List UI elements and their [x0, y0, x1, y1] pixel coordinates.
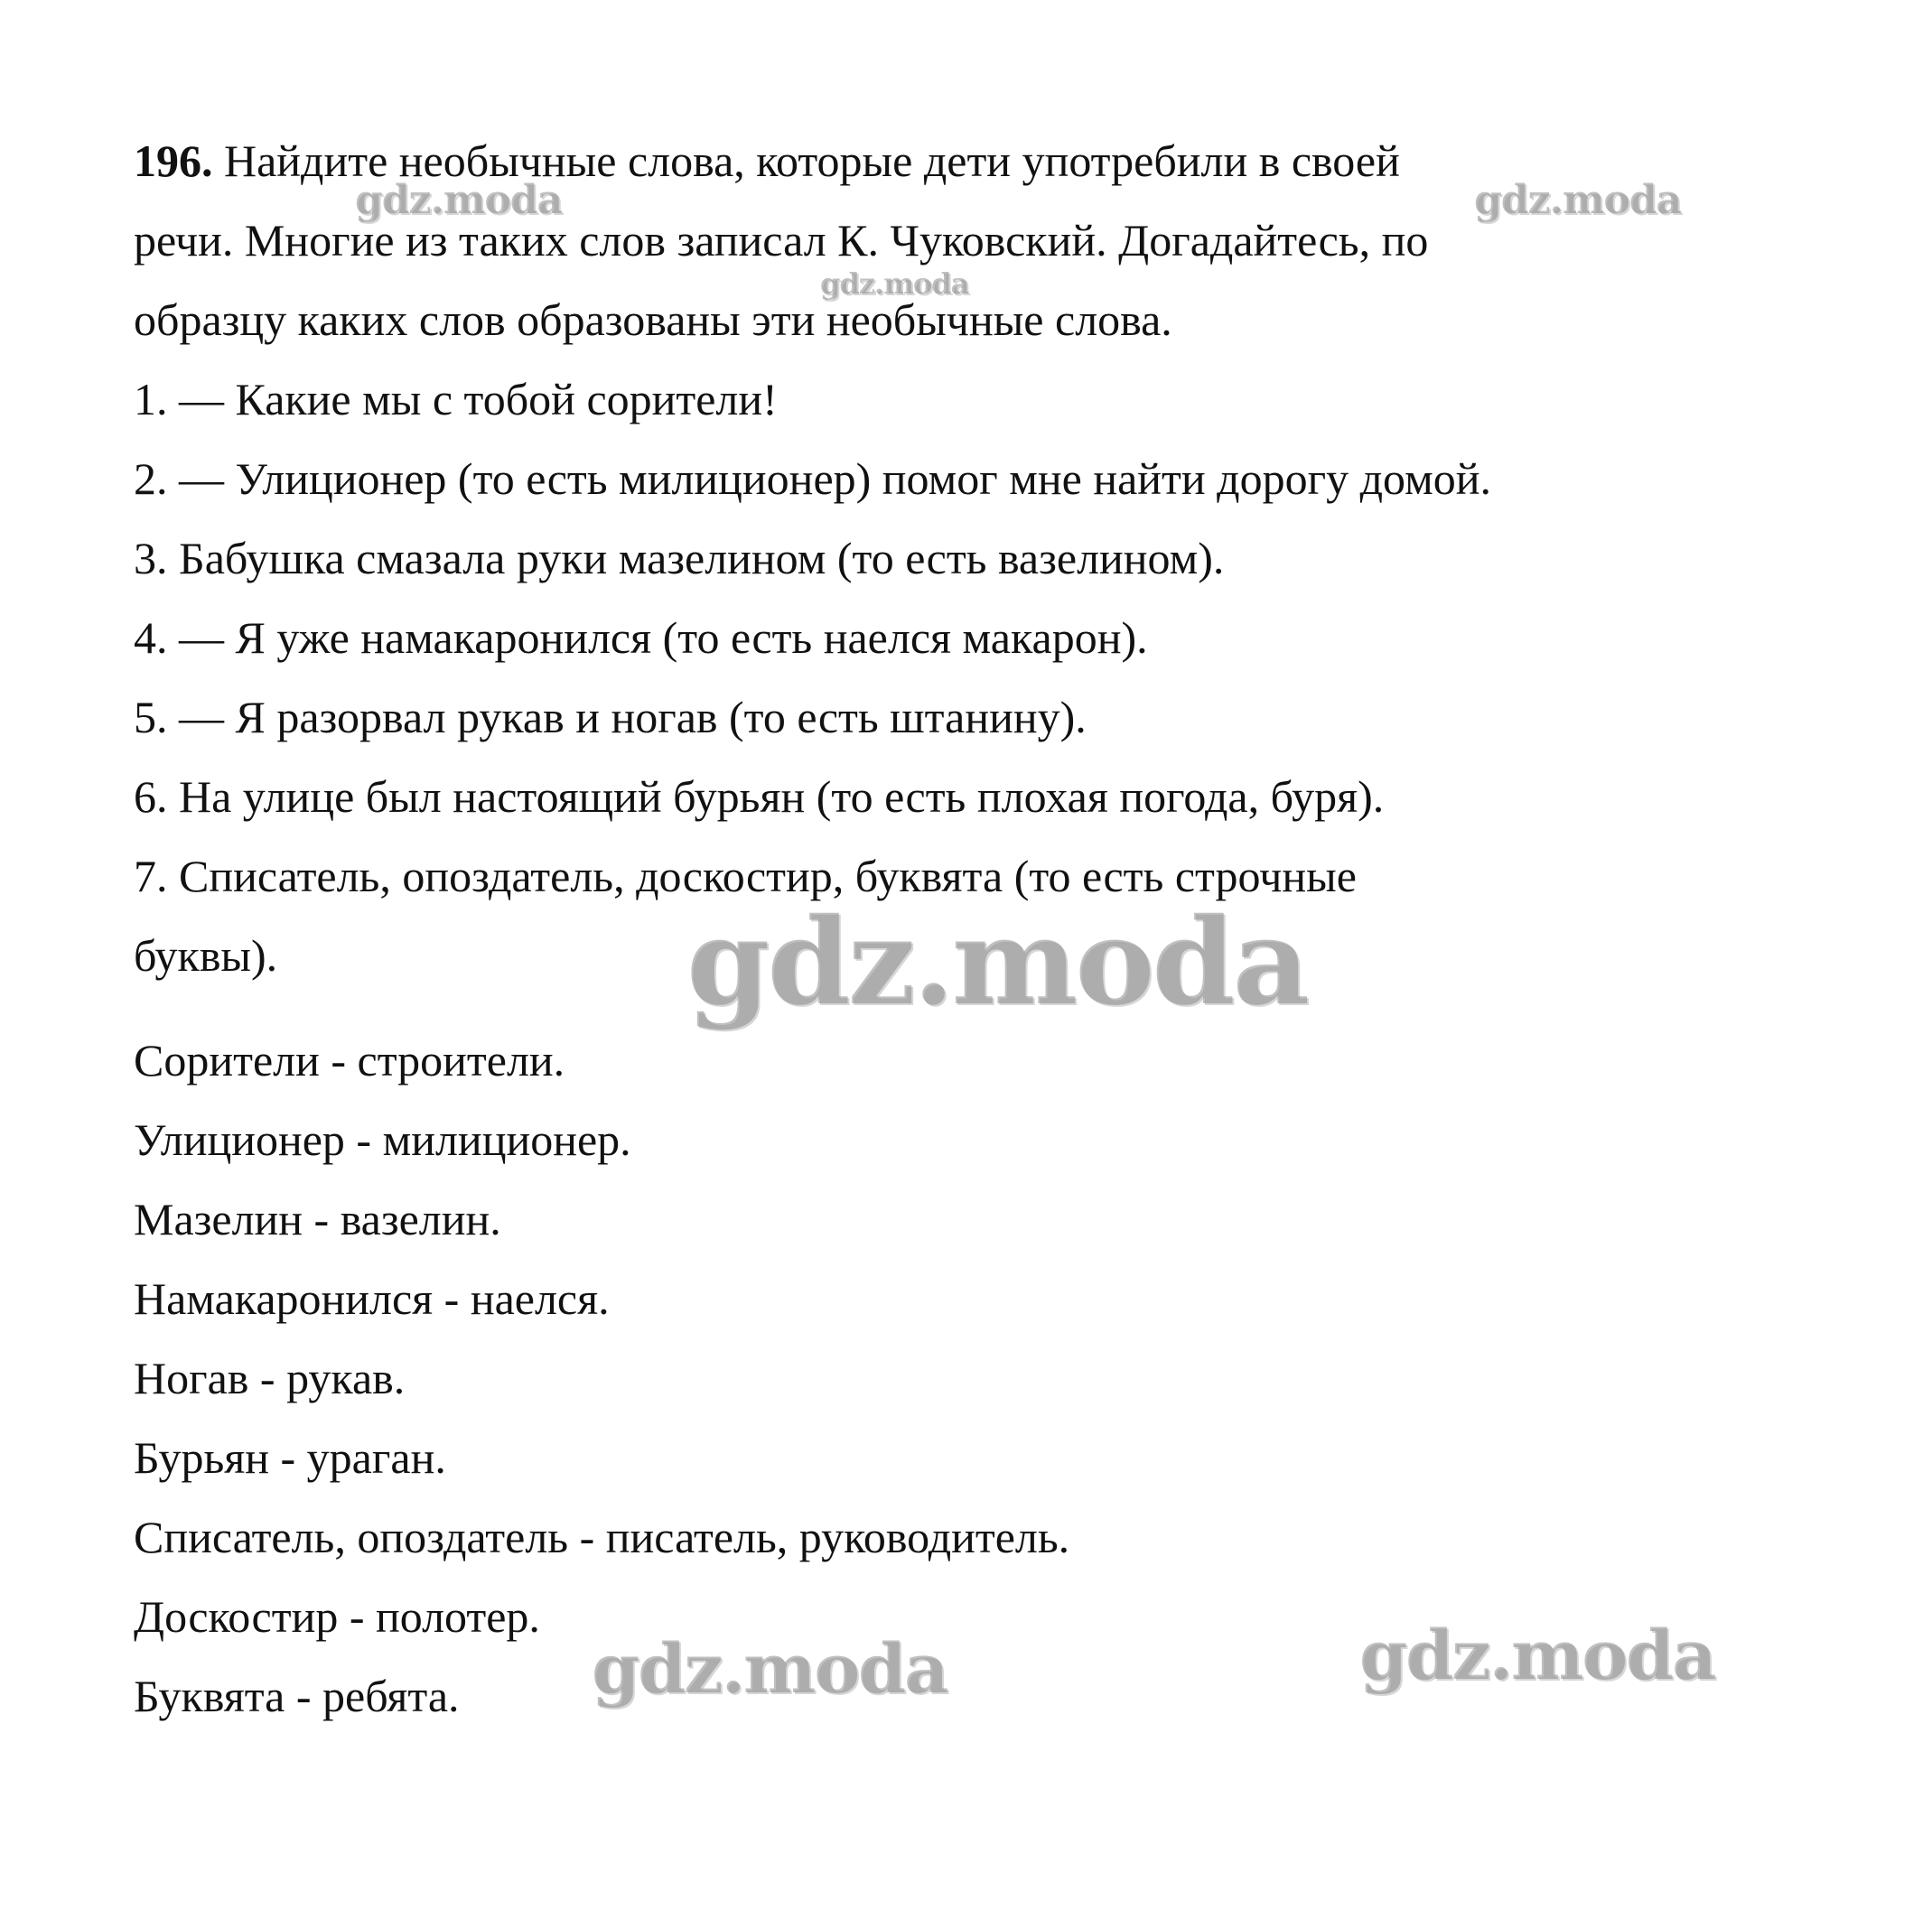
exercise-item-7: 7. Списатель, опоздатель, доскостир, буквята (то есть строчные: [134, 851, 1357, 901]
exercise-item-6: 6. На улице был настоящий бурьян (то есть плохая погода, буря).: [134, 771, 1385, 822]
exercise-item-7-continued: буквы).: [134, 930, 278, 981]
answer-line-1: Сорители - строители.: [134, 1035, 565, 1085]
exercise-item-3: 3. Бабушка смазала руки мазелином (то есть вазелином).: [134, 533, 1225, 583]
exercise-intro-line-1: [134, 134, 1400, 188]
answer-line-4: Намакаронился - наелся.: [134, 1273, 610, 1324]
exercise-intro-line-2: речи. Многие из таких слов записал К. Чуковский. Догадайтесь, по: [134, 215, 1429, 266]
exercise-item-4: 4. — Я уже намакаронился (то есть наелся макарон).: [134, 612, 1148, 663]
watermark-large: gdz.moda: [686, 892, 1308, 1032]
answer-line-2: Улиционер - милиционер.: [134, 1114, 631, 1165]
exercise-item-1: 1. — Какие мы с тобой сорители!: [134, 374, 778, 424]
watermark-small-1: gdz.moda: [355, 177, 563, 223]
answer-line-3: Мазелин - вазелин.: [134, 1194, 501, 1244]
answer-line-9: Буквята - ребята.: [134, 1671, 460, 1721]
exercise-intro-text-1: Найдите необычные слова, которые дети употребили в своей: [212, 135, 1400, 186]
watermark-medium-2: gdz.moda: [1359, 1615, 1715, 1695]
watermark-small-2: gdz.moda: [1474, 177, 1682, 223]
exercise-item-5: 5. — Я разорвал рукав и ногав (то есть штанину).: [134, 692, 1087, 742]
answer-line-7: Списатель, опоздатель - писатель, руководитель.: [134, 1512, 1070, 1562]
exercise-number: 196.: [134, 135, 213, 186]
watermark-medium-1: gdz.moda: [592, 1628, 947, 1709]
watermark-small-3: gdz.moda: [820, 266, 969, 301]
exercise-item-2: 2. — Улиционер (то есть милиционер) помог мне найти дорогу домой.: [134, 453, 1491, 504]
answer-line-6: Бурьян - ураган.: [134, 1432, 446, 1483]
exercise-intro-line-3: образцу каких слов образованы эти необычные слова.: [134, 294, 1172, 345]
answer-line-5: Ногав - рукав.: [134, 1353, 406, 1403]
answer-line-8: Доскостир - полотер.: [134, 1591, 540, 1642]
